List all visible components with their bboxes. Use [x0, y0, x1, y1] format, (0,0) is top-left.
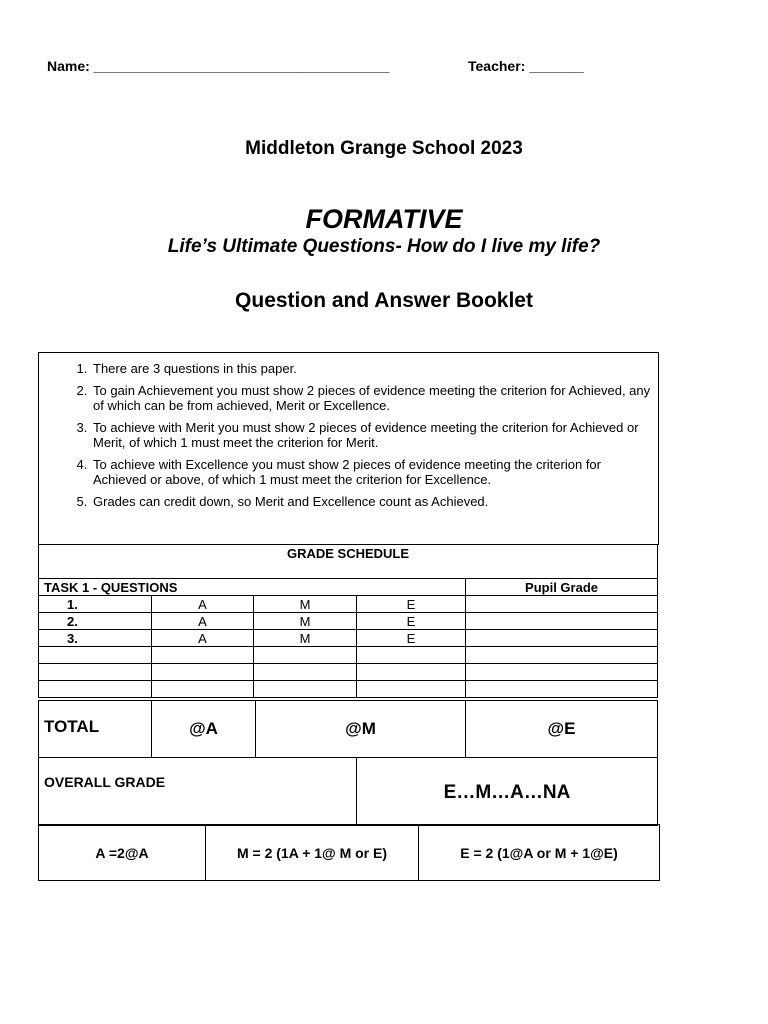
- instructions-box: [38, 352, 659, 545]
- pupil-grade-header: Pupil Grade: [466, 579, 658, 596]
- instruction-item: 1. There are 3 questions in this paper.: [91, 361, 652, 376]
- task-label: TASK 1 - QUESTIONS: [39, 579, 466, 596]
- pupil-grade-cell[interactable]: [466, 647, 658, 664]
- grade-m-cell: M: [254, 613, 357, 630]
- pupil-grade-cell[interactable]: [466, 596, 658, 613]
- formative-heading: FORMATIVE: [305, 204, 463, 234]
- table-row-empty: [39, 647, 658, 664]
- instruction-item: 4. To achieve with Excellence you must show 2 pieces of evidence meeting the criterion for Achieved or above, of which 1 must meet the criterion for Excellence.: [91, 457, 652, 487]
- pupil-grade-cell[interactable]: [466, 681, 658, 698]
- total-row: [39, 701, 658, 758]
- pupil-grade-cell[interactable]: [466, 613, 658, 630]
- overall-grade-label: OVERALL GRADE: [39, 758, 357, 826]
- table-row: [39, 630, 658, 647]
- formula-row: [39, 825, 660, 881]
- formula-merit: M = 2 (1A + 1@ M or E): [206, 825, 419, 881]
- totals-table: [38, 700, 658, 826]
- total-a-cell: @A: [152, 701, 256, 758]
- name-field-label: Name: ______________________________________: [47, 58, 390, 74]
- grade-a-cell: A: [152, 630, 254, 647]
- grade-schedule-table: [38, 544, 658, 698]
- grade-m-cell: M: [254, 596, 357, 613]
- total-m-cell: @M: [256, 701, 466, 758]
- grade-schedule-heading: GRADE SCHEDULE: [39, 545, 658, 579]
- formula-excellence: E = 2 (1@A or M + 1@E): [419, 825, 660, 881]
- grade-e-cell: E: [357, 613, 466, 630]
- grade-formula-table: [38, 824, 660, 881]
- overall-grade-row: [39, 758, 658, 826]
- table-row-empty: [39, 681, 658, 698]
- grade-e-cell: E: [357, 596, 466, 613]
- question-number: 2.: [39, 613, 152, 630]
- grade-m-cell: M: [254, 630, 357, 647]
- table-row: [39, 613, 658, 630]
- paper-subtitle: Life’s Ultimate Questions- How do I live my life?: [167, 236, 601, 257]
- pupil-grade-cell[interactable]: [466, 630, 658, 647]
- question-number: 1.: [39, 596, 152, 613]
- school-title: Middleton Grange School 2023: [245, 138, 523, 159]
- pupil-grade-cell[interactable]: [466, 664, 658, 681]
- instructions-list: [65, 361, 652, 509]
- grade-a-cell: A: [152, 596, 254, 613]
- grade-e-cell: E: [357, 630, 466, 647]
- grade-a-cell: A: [152, 613, 254, 630]
- teacher-field-label: Teacher: _______: [468, 58, 584, 74]
- instruction-item: 5. Grades can credit down, so Merit and Excellence count as Achieved.: [91, 494, 652, 509]
- question-number: 3.: [39, 630, 152, 647]
- total-e-cell: @E: [466, 701, 658, 758]
- table-row: [39, 596, 658, 613]
- overall-grade-value: E…M…A…NA: [357, 758, 658, 826]
- instruction-item: 2. To gain Achievement you must show 2 pieces of evidence meeting the criterion for Achieved, any of which can be from achieved, Merit or Excellence.: [91, 383, 652, 413]
- booklet-title: Question and Answer Booklet: [235, 289, 533, 312]
- formula-achieved: A =2@A: [39, 825, 206, 881]
- total-label: TOTAL: [39, 701, 152, 758]
- instruction-item: 3. To achieve with Merit you must show 2 pieces of evidence meeting the criterion for Achieved or Merit, of which 1 must meet the criterion for Merit.: [91, 420, 652, 450]
- header-line: [47, 58, 584, 74]
- table-row-empty: [39, 664, 658, 681]
